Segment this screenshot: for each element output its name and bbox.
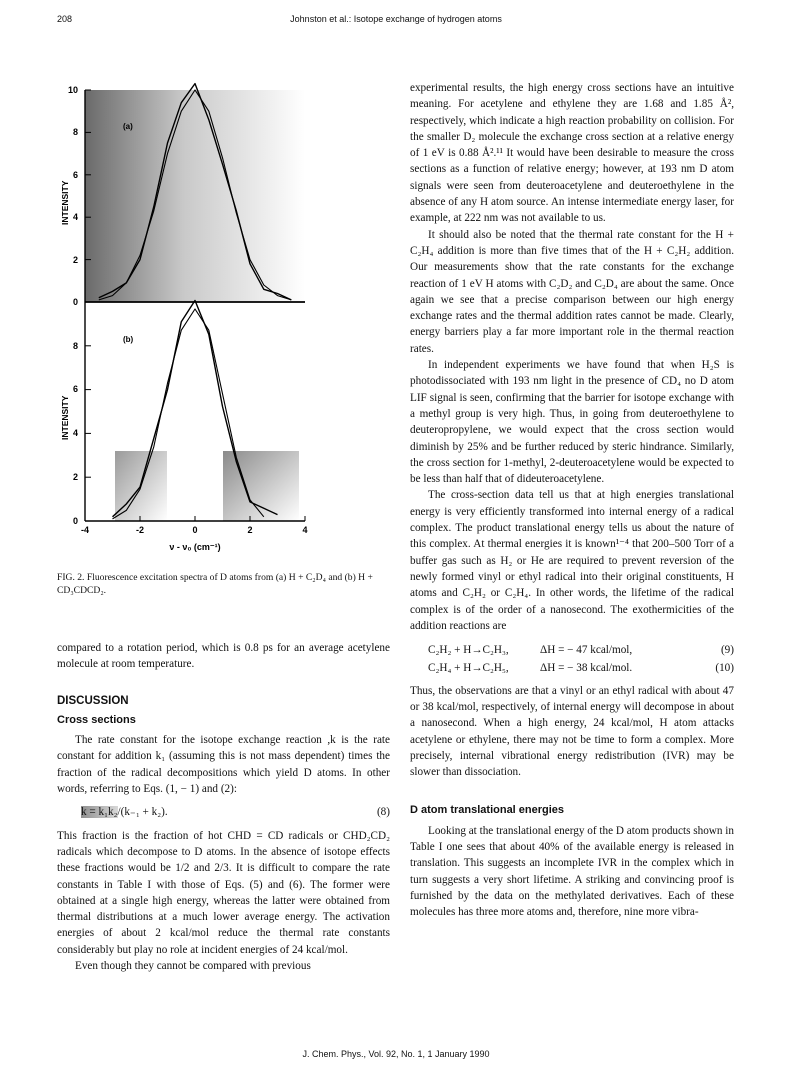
y-tick-b-8: 8	[72, 341, 78, 351]
paragraph: The rate constant for the isotope exchange reaction ,k is the rate constant for addition k₁ (assuming this is not mass dependent) times the fraction of the radical decompositions which yield D atoms. In other words, referring to Eqs. (1, − 1) and (2):	[57, 734, 390, 796]
equation-10-enthalpy: ΔH = − 38 kcal/mol.	[540, 662, 633, 675]
y-tick-a-8: 8	[72, 127, 78, 137]
y-tick-a-10: 10	[67, 85, 78, 95]
equation-9-reaction: C₂H₂ + H→C₂H₃,	[428, 644, 509, 657]
left-column	[57, 640, 390, 974]
panel-b-shading-right	[223, 451, 299, 521]
equation-10-reaction: C₂H₄ + H→C₂H₅,	[428, 662, 509, 675]
y-axis-label-a: INTENSITY	[60, 180, 70, 225]
equation-number: (8)	[376, 806, 390, 819]
paragraph: Even though they cannot be compared with previous	[75, 960, 311, 973]
paragraph: In independent experiments we have found that when H₂S is photodissociated with 193 nm light in the presence of CD₄ no D atom LIF signal is seen, confirming that the barrier for isotope exchange with a methyl group is very high. Thus, in going from deuteroethylene to deuteropropylene, we would expect that the cross section would diminish by 25% and be further reduced by steric hindrance. Similarly, the cross section for 1-methyl, 2-deuteroacetylene would be expected to be less than half that of dideuteroacetylene.	[410, 359, 734, 486]
y-tick-b-4: 4	[72, 428, 78, 438]
paragraph: compared to a rotation period, which is 0.8 ps for an average acetylene molecule at room temperature.	[57, 642, 390, 671]
paragraph: It should also be noted that the thermal rate constant for the H + C₂H₄ addition is more than five times that of the H + C₂H₂ addition. Our measurements show that the rate constants for the exchange reaction of 1 eV H atoms with C₂D₂ and C₂D₄ are about the same. Once again we see that a precise comparison between our high energy exchange rates and the thermal addition rates cannot be made. Clearly, energy barriers play a far more important role in the thermal reaction rates.	[410, 228, 734, 355]
panel-b-label: (b)	[123, 335, 134, 344]
equation-9-enthalpy: ΔH = − 47 kcal/mol,	[540, 644, 633, 657]
x-tick-0: 0	[192, 525, 198, 535]
paragraph: Thus, the observations are that a vinyl or an ethyl radical with about 47 or 38 kcal/mol, respectively, of internal energy will decompose in about a nanosecond. When a high energy, 24 kcal/mol, H atom attacks acetylene or ethylene, there may not be time to form a complex. More precisely, internal vibrational energy redistribution (IVR) may be slower than dissociation.	[410, 684, 734, 779]
y-tick-b-6: 6	[72, 384, 78, 394]
page-footer: J. Chem. Phys., Vol. 92, No. 1, 1 January 1990	[302, 1049, 490, 1059]
x-tick-4: 4	[302, 525, 308, 535]
equation-10	[410, 660, 734, 676]
y-tick-b-0: 0	[72, 516, 78, 526]
equation-number: (9)	[720, 644, 734, 657]
page-number: 208	[57, 14, 73, 24]
y-tick-a-0: 0	[72, 297, 78, 307]
x-tick-m4: -4	[80, 525, 90, 535]
panel-a-label: (a)	[123, 122, 133, 131]
paragraph: The cross-section data tell us that at high energies translational energy is very efficiently transformed into internal energy of a radical complex. The product translational energy tells us about the nature of this complex. At thermal energies it is known¹⁻⁴ that 200–500 Torr of a buffer gas such as H₂ or He are required to prevent reversion of the newly formed vinyl or ethyl radical into their original constituents, H atoms and C₂H₂ or C₂H₄. In other words, the lifetime of the radical complex is of the order of a nanosecond. The exothermicities of the addition reactions are	[410, 489, 734, 632]
subsection-heading-cross-sections: Cross sections	[57, 713, 136, 726]
subsection-heading-datom: D atom translational energies	[410, 804, 565, 817]
paragraph: experimental results, the high energy cross sections have an intuitive meaning. For acetylene and ethylene they are 1.68 and 1.85 Å², respectively, which indicate a high reaction probability on collision. For the smaller D₂ molecule the exchange cross section at a relative energy of 1 eV is 0.88 Å².¹¹ It would have been desirable to measure the cross sections as a function of relative energy; however, at 193 nm D atom signals were seen from deuteroacetylene and deuteroethylene in the absence of any H atom source. An intense intermediate energy laser, for example, at 222 nm was not available to us.	[410, 82, 734, 225]
paragraph: Looking at the translational energy of the D atom products shown in Table I one sees that about 40% of the available energy is released in translation. This suggests an incomplete IVR in the complex which in turn suggests a very short lifetime. A striking and convincing proof is furnished by the data on the methylated derivatives. Each of these molecules has three more atoms and, therefore, nine more vibra-	[410, 824, 734, 919]
panel-a-shading	[85, 90, 305, 302]
paragraph: This fraction is the fraction of hot CHD = CD radicals or CHD₂CD₂ radicals which decompose to D atoms. In the absence of isotope effects these fractions would be 1/2 and 2/3. It is difficult to compare the rate constants in Table I with those of Eqs. (5) and (6). The former were obtained at a single high energy, whereas the latter were obtained from thermal distributions at a much lower average energy. The activation energies of about 2 kcal/mol reduce the thermal rate constants considerably but play no role at incident energies of 24 kcal/mol.	[57, 829, 390, 956]
equation-9	[410, 642, 734, 658]
equation-8-lhs: k = k₁k₂	[81, 806, 118, 819]
x-axis-label: ν - ν₀ (cm⁻¹)	[169, 542, 221, 552]
equation-number: (10)	[715, 662, 734, 675]
figure-caption: FIG. 2. Fluorescence excitation spectra of D atoms from (a) H + C₂D₄ and (b) H + CD₃CDCD₂.	[57, 572, 373, 596]
equation-8	[57, 804, 390, 820]
y-tick-b-2: 2	[72, 472, 78, 482]
y-tick-a-6: 6	[72, 170, 78, 180]
running-head: Johnston et al.: Isotope exchange of hydrogen atoms	[290, 14, 502, 24]
x-tick-m2: -2	[135, 525, 145, 535]
y-tick-a-4: 4	[72, 212, 78, 222]
equation-8-rhs: /(k₋₁ + k₂).	[117, 806, 168, 819]
y-axis-label-b: INTENSITY	[60, 395, 70, 440]
y-tick-a-2: 2	[72, 255, 78, 265]
figure-2	[57, 80, 377, 580]
x-tick-2: 2	[247, 525, 253, 535]
section-heading-discussion: DISCUSSION	[57, 694, 129, 707]
right-column	[410, 80, 734, 921]
